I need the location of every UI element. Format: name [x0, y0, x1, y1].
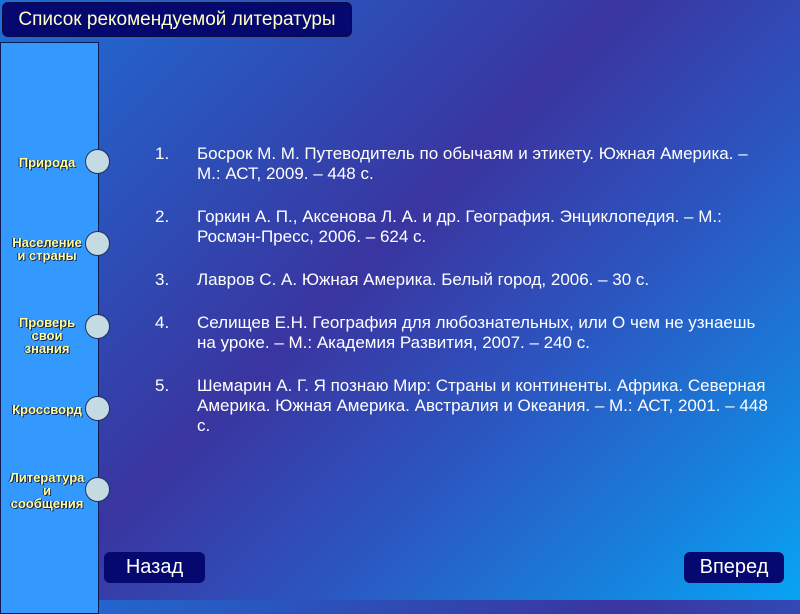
page-title: Список рекомендуемой литературы — [2, 2, 352, 37]
reference-item — [155, 144, 775, 184]
nav-label: Проверь — [18, 315, 76, 330]
nav-label: и страны — [17, 248, 77, 263]
nav-literatura[interactable] — [0, 471, 94, 510]
nav-krossvord[interactable] — [0, 403, 94, 416]
nav-label: свои — [31, 328, 63, 343]
reference-number: 3. — [155, 270, 170, 289]
reference-list — [155, 144, 775, 436]
nav-label: Кроссворд — [12, 402, 82, 417]
reference-item — [155, 313, 775, 353]
nav-literatura-circle-button[interactable] — [85, 477, 110, 502]
reference-number: 2. — [155, 207, 170, 226]
nav-naselenie[interactable] — [0, 236, 94, 262]
forward-button[interactable]: Вперед — [684, 552, 784, 583]
reference-item — [155, 207, 775, 247]
reference-text: Лавров С. А. Южная Америка. Белый город, 2006. – 30 с. — [197, 270, 650, 289]
reference-text: Боcрок М. М. Путеводитель по обычаям и этикету. Южная Америка. – М.: АСТ, 2009. – 448 с. — [197, 144, 748, 183]
nav-priroda-circle-button[interactable] — [85, 149, 110, 174]
nav-label: Природа — [18, 155, 76, 170]
nav-prover-circle-button[interactable] — [85, 314, 110, 339]
reference-text: Селищев Е.Н. География для любознательных, или О чем не узнаешь на уроке. – М.: Академия Развития, 2007. – 240 с. — [197, 313, 756, 352]
nav-priroda[interactable] — [0, 156, 94, 169]
nav-label: и — [43, 483, 51, 498]
reference-item — [155, 376, 775, 436]
nav-krossvord-circle-button[interactable] — [85, 396, 110, 421]
nav-prover[interactable] — [0, 316, 94, 355]
nav-label: Литература — [9, 470, 85, 485]
reference-number: 4. — [155, 313, 170, 332]
reference-item — [155, 270, 775, 290]
nav-label: знания — [24, 341, 70, 356]
nav-naselenie-circle-button[interactable] — [85, 231, 110, 256]
nav-label: Население — [12, 235, 82, 250]
reference-text: Шемарин А. Г. Я познаю Мир: Страны и континенты. Африка. Северная Америка. Южная Америка. Австралия и Океания. – М.: АСТ, 2001. – 448 с. — [197, 376, 768, 435]
nav-label: сообщения — [10, 496, 84, 511]
reference-number: 5. — [155, 376, 170, 395]
reference-number: 1. — [155, 144, 170, 163]
reference-text: Горкин А. П., Аксенова Л. А. и др. География. Энциклопедия. – М.: Росмэн-Пресс, 2006. – 624 с. — [197, 207, 722, 246]
back-button[interactable]: Назад — [104, 552, 205, 583]
